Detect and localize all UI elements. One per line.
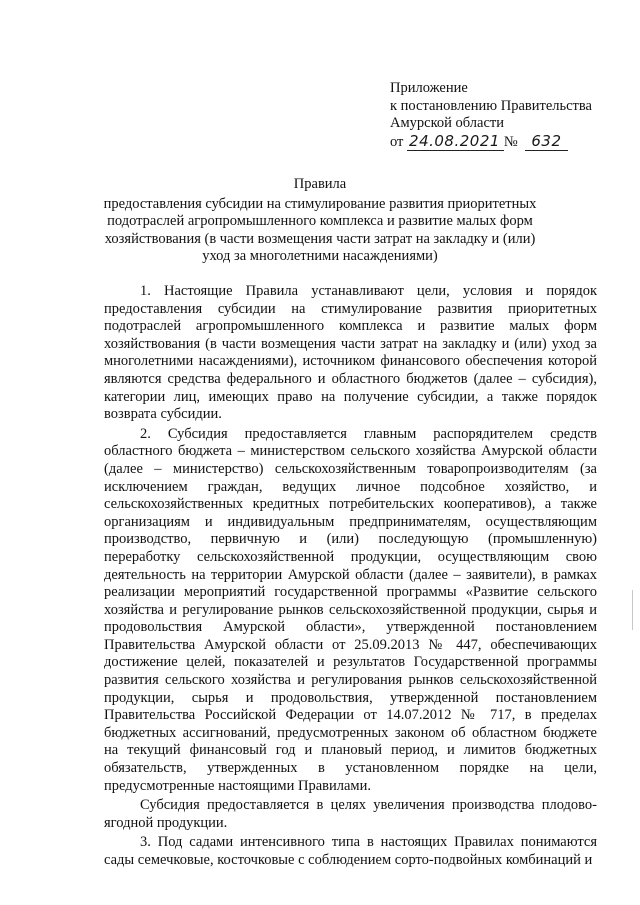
title-heading: Правила [293,176,347,192]
paragraph-1: 1. Настоящие Правила устанавливают цели, условия и порядок предоставления субсидии на стимулирование развития приоритетных подотраслей агропромышленного комплекса и развитие малых форм хозяйствования (в части возмещения части затрат на закладку и (или) уход за многолетними насаждениями), источником финансового обеспечения которой являются средства федерального и областного бюджетов (далее – субсидия), категории лиц, имеющих право на получение субсидии, а также порядок возврата субсидии. [104,283,597,423]
paragraph-2-purpose: Субсидия предоставляется в целях увеличения производства плодово-ягодной продукции. [104,797,597,831]
handwritten-date: 24.08.2021 [407,133,504,152]
appendix-line-3: Амурской области [390,115,504,131]
document-title [100,176,540,266]
document-body [104,283,597,872]
from-label: от [390,133,404,150]
paragraph-3: 3. Под садами интенсивного типа в настоящих Правилах понимаются сады семечковые, косточковые с соблюдением сорто-подвойных комбинаций и [104,834,597,868]
appendix-date-row [390,133,592,152]
number-label: № [503,133,518,150]
title-subtitle: предоставления субсидии на стимулирование развития приоритетных подотраслей агропромышленного комплекса и развитие малых форм хозяйствования (в части возмещения части затрат на закладку и (или) уход за многолетними насаждениями) [103,195,537,264]
scan-margin-mark [632,590,633,630]
appendix-line-1: Приложение [390,80,468,96]
paragraph-2: 2. Субсидия предоставляется главным распорядителем средств областного бюджета – министерством сельского хозяйства Амурской области (далее – министерство) сельскохозяйственным товаропроизводителям (за исключением граждан, ведущих личное подсобное хозяйство, и сельскохозяйственных кредитных потребительских кооперативов), а также организациям и индивидуальным предпринимателям, осуществляющим производство, первичную и (или) последующую (промышленную) переработку сельскохозяйственной продукции, осуществляющим свою деятельность на территории Амурской области (далее – заявители), в рамках реализации мероприятий государственной программы «Развитие сельского хозяйства и регулирование рынков сельскохозяйственной продукции, сырья и продовольствия Амурской области», утвержденной постановлением Правительства Амурской области от 25.09.2013 № 447, обеспечивающих достижение целей, показателей и результатов Государственной программы развития сельского хозяйства и регулирования рынков сельскохозяйственной продукции, сырья и продовольствия, утвержденной постановлением Правительства Российской Федерации от 14.07.2012 № 717, в пределах бюджетных ассигнований, предусмотренных законом об областном бюджете на текущий финансовый год и плановый период, и лимитов бюджетных обязательств, утвержденных в установленном порядке на цели, предусмотренные настоящими Правилами. [104,425,597,794]
appendix-line-2: к постановлению Правительства [390,97,592,114]
handwritten-number: 632 [525,133,567,152]
appendix-block [390,80,592,151]
